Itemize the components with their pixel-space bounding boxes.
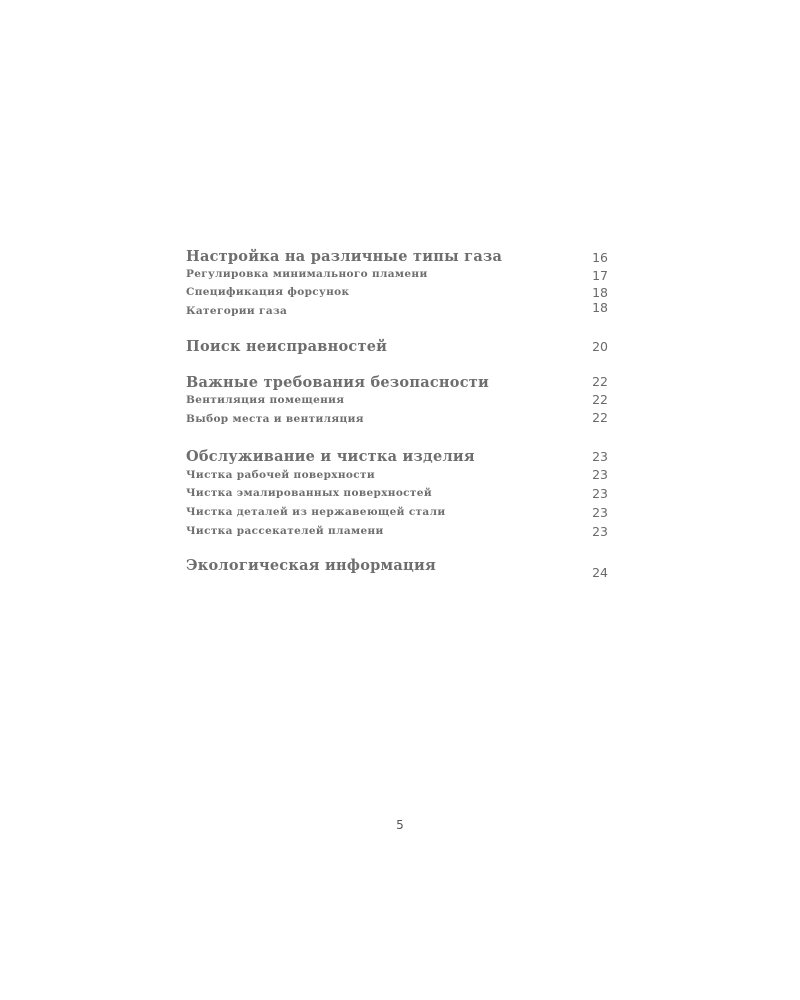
toc-entry-worktop-cleaning xyxy=(0,469,800,489)
toc-page-number: 22 xyxy=(592,410,608,425)
toc-subentry: Чистка эмалированных поверхностей xyxy=(186,487,432,499)
toc-page-number: 23 xyxy=(592,524,608,539)
toc-page-number: 23 xyxy=(592,486,608,501)
toc-entry-maintenance xyxy=(0,448,800,468)
toc-page-number: 23 xyxy=(592,467,608,482)
toc-entry-injectors xyxy=(0,286,800,306)
toc-heading: Важные требования безопасности xyxy=(186,374,490,391)
footer-page-number: 5 xyxy=(396,818,404,832)
toc-entry-enamel-cleaning xyxy=(0,487,800,507)
toc-heading: Экологическая информация xyxy=(186,557,436,574)
toc-subentry: Чистка рабочей поверхности xyxy=(186,469,376,481)
toc-entry-gas-types xyxy=(0,248,800,268)
toc-entry-gas-categories xyxy=(0,300,800,325)
toc-entry-min-flame xyxy=(0,268,800,288)
toc-page-number: 18 xyxy=(592,300,608,315)
toc-page-number: 17 xyxy=(592,268,608,283)
toc-entry-steel-cleaning xyxy=(0,506,800,526)
toc-entry-location-ventilation xyxy=(0,410,800,433)
toc-subentry: Чистка деталей из нержавеющей стали xyxy=(186,506,446,518)
toc-page-number: 22 xyxy=(592,374,608,389)
toc-page-number: 24 xyxy=(592,565,608,580)
toc-entry-troubleshooting xyxy=(0,338,800,358)
toc-page-number: 23 xyxy=(592,449,608,464)
toc-page-number: 16 xyxy=(592,250,608,265)
toc-subentry: Вентиляция помещения xyxy=(186,394,345,406)
toc-entry-safety xyxy=(0,374,800,394)
toc-page-number: 18 xyxy=(592,285,608,300)
toc-page-number: 23 xyxy=(592,505,608,520)
toc-subentry: Чистка рассекателей пламени xyxy=(186,525,384,537)
toc-page-number: 20 xyxy=(592,339,608,354)
toc-entry-room-ventilation xyxy=(0,394,800,414)
toc-heading: Обслуживание и чистка изделия xyxy=(186,448,475,465)
toc-subentry: Регулировка минимального пламени xyxy=(186,268,428,280)
toc-page-number: 22 xyxy=(592,392,608,407)
toc-heading: Поиск неисправностей xyxy=(186,338,388,355)
toc-entry-burner-cleaning xyxy=(0,525,800,545)
toc-subentry: Спецификация форсунок xyxy=(186,286,350,298)
toc-entry-ecology xyxy=(0,557,800,580)
toc-heading: Настройка на различные типы газа xyxy=(186,248,503,265)
toc-subentry: Выбор места и вентиляция xyxy=(186,413,364,425)
toc-subentry: Категории газа xyxy=(186,305,288,317)
